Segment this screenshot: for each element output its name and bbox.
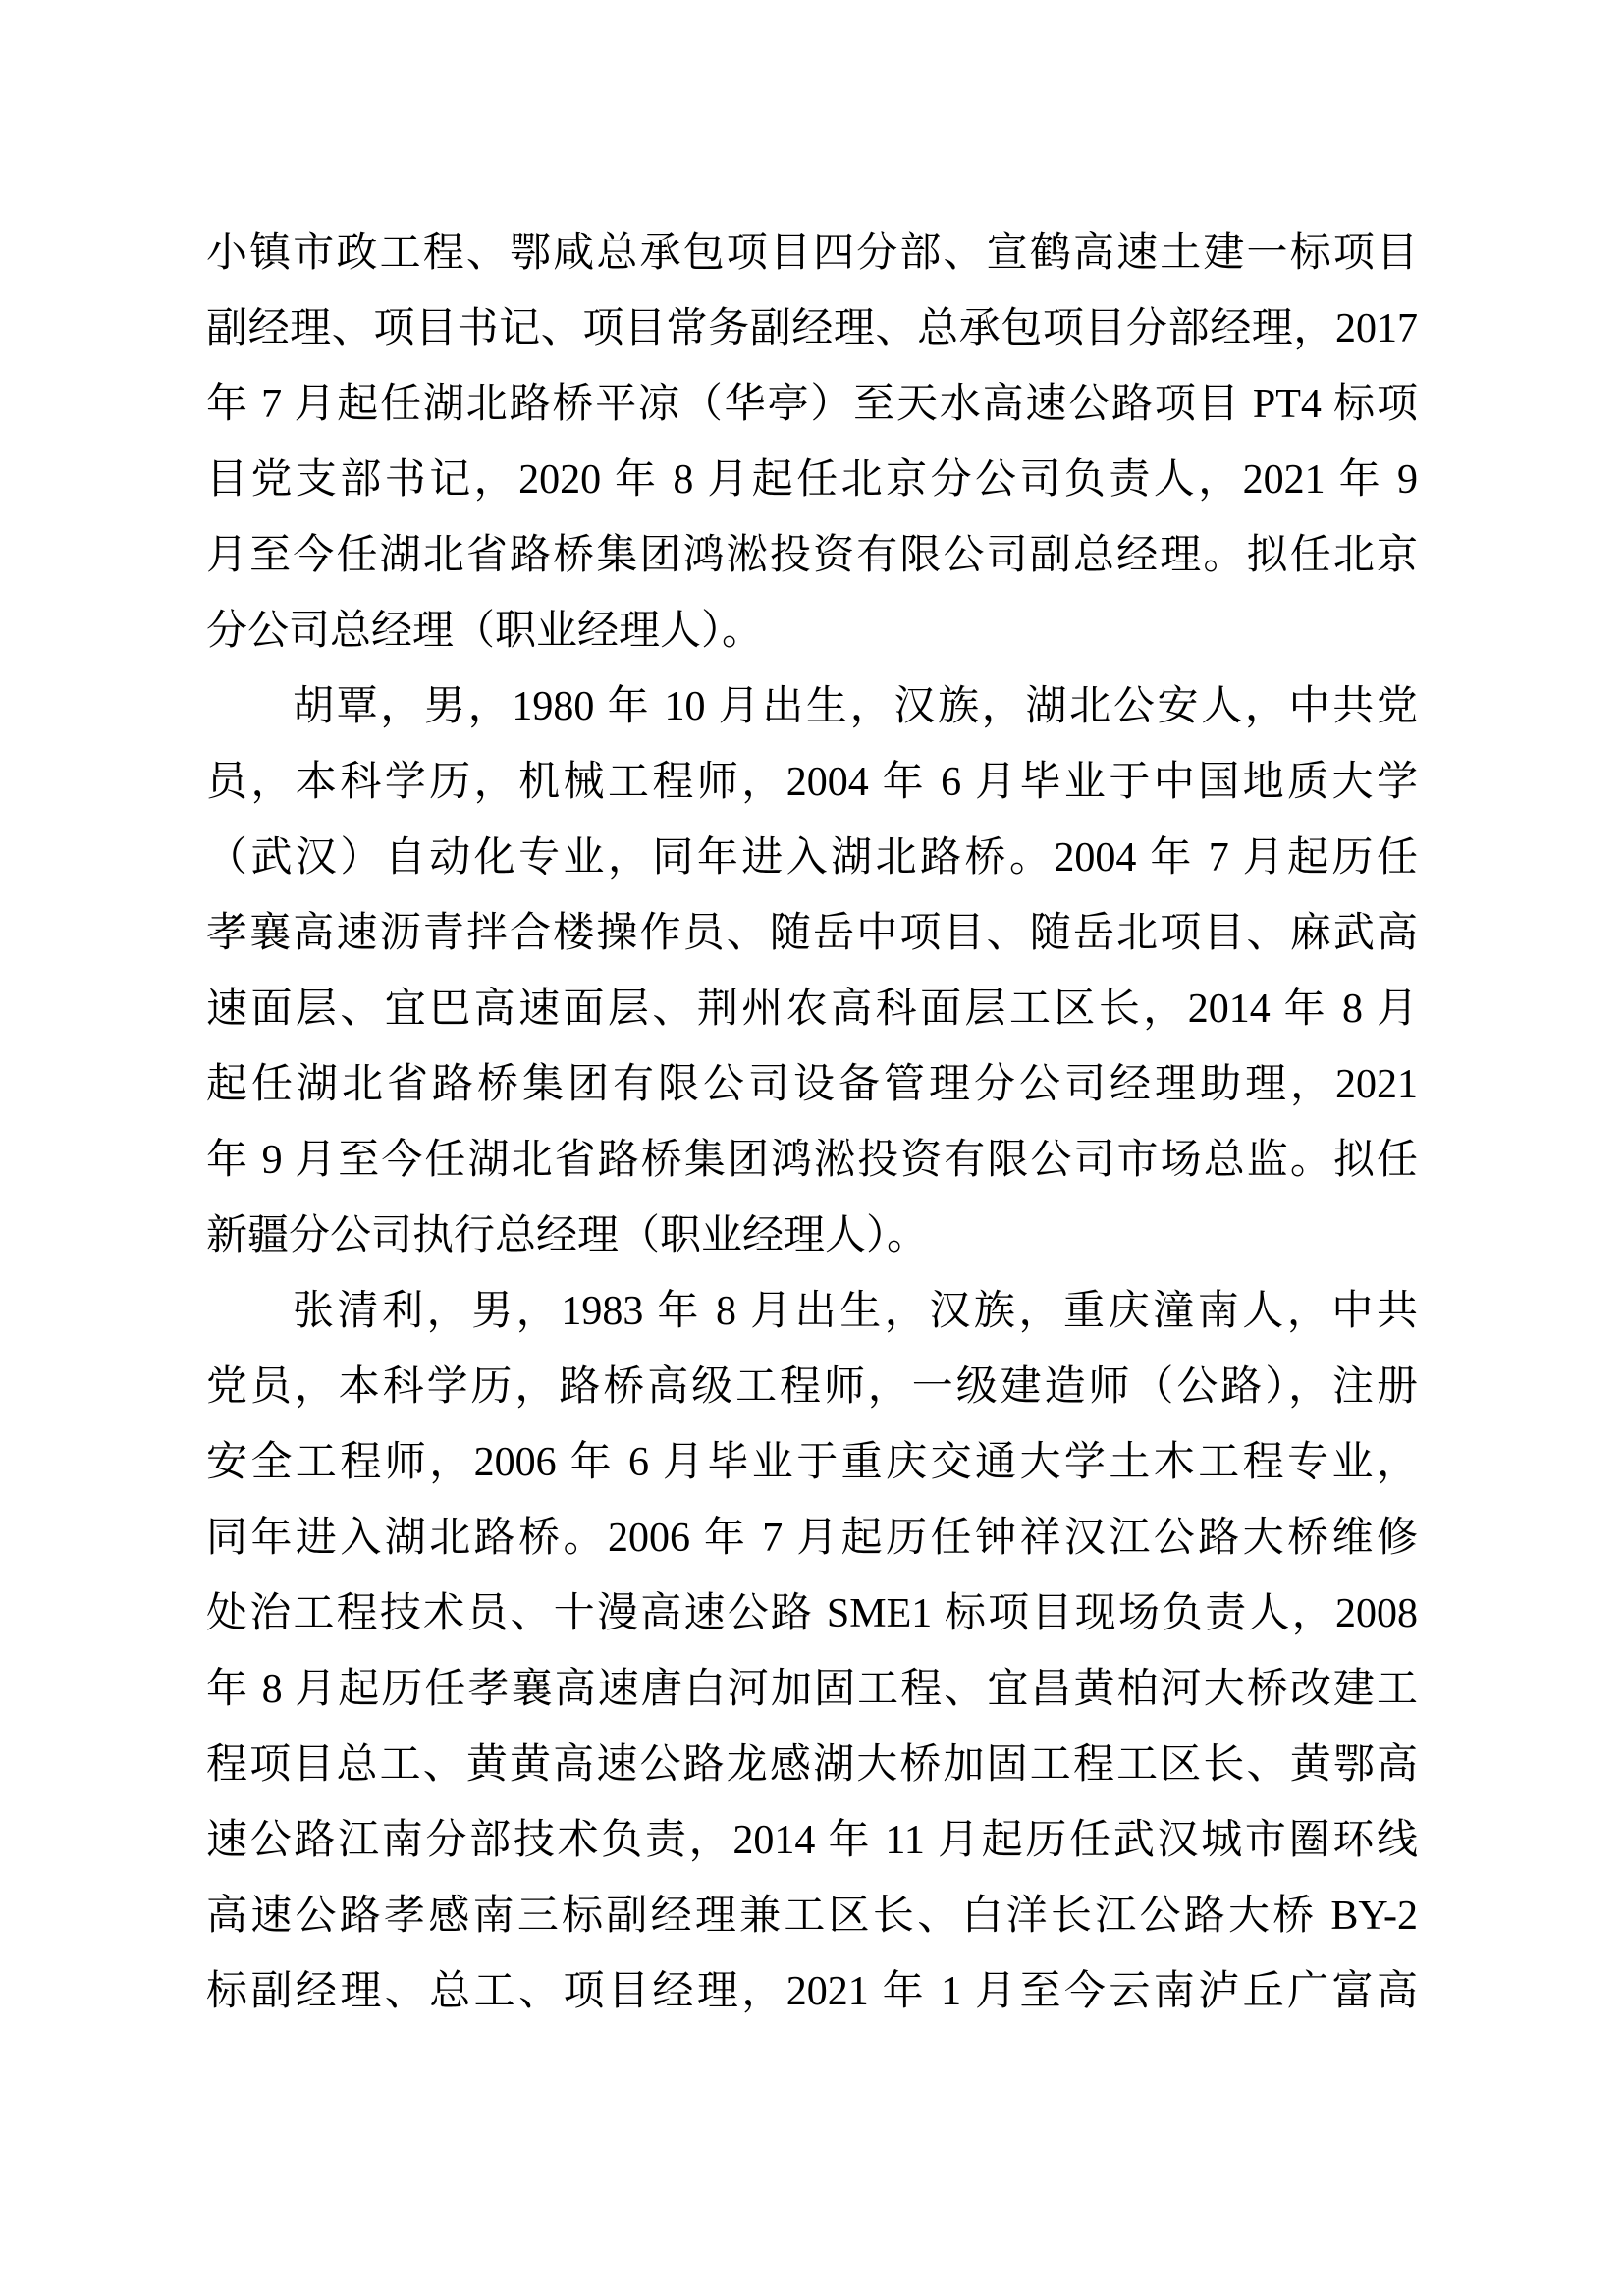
- text-line: 年 9 月至今任湖北省路桥集团鸿淞投资有限公司市场总监。拟任: [206, 1138, 1418, 1183]
- text-line: 速面层、宜巴高速面层、荆州农高科面层工区长，2014 年 8 月: [206, 987, 1418, 1032]
- text-line: 年 8 月起历任孝襄高速唐白河加固工程、宜昌黄柏河大桥改建工: [206, 1667, 1418, 1712]
- text-line: 同年进入湖北路桥。2006 年 7 月起历任钟祥汉江公路大桥维修: [206, 1516, 1418, 1561]
- text-line: 月至今任湖北省路桥集团鸿淞投资有限公司副总经理。拟任北京: [206, 533, 1418, 578]
- text-line: 安全工程师，2006 年 6 月毕业于重庆交通大学土木工程专业，: [206, 1440, 1418, 1485]
- document-text-block: [206, 216, 1418, 2030]
- text-line: 年 7 月起任湖北路桥平凉（华亭）至天水高速公路项目 PT4 标项: [206, 382, 1418, 427]
- text-line: 员，本科学历，机械工程师，2004 年 6 月毕业于中国地质大学: [206, 760, 1418, 805]
- text-line: 副经理、项目书记、项目常务副经理、总承包项目分部经理，2017: [206, 306, 1418, 351]
- text-line: 程项目总工、黄黄高速公路龙感湖大桥加固工程工区长、黄鄂高: [206, 1742, 1418, 1788]
- text-line: 标副经理、总工、项目经理，2021 年 1 月至今云南泸丘广富高: [206, 1969, 1418, 2014]
- text-line: 速公路江南分部技术负责，2014 年 11 月起历任武汉城市圈环线: [206, 1818, 1418, 1863]
- text-line: 起任湖北省路桥集团有限公司设备管理分公司经理助理，2021: [206, 1062, 1418, 1107]
- text-line: 处治工程技术员、十漫高速公路 SME1 标项目现场负责人，2008: [206, 1591, 1418, 1636]
- text-line: 新疆分公司执行总经理（职业经理人）。: [206, 1213, 929, 1258]
- text-line: 高速公路孝感南三标副经理兼工区长、白洋长江公路大桥 BY-2: [206, 1894, 1418, 1939]
- text-line: 党员，本科学历，路桥高级工程师，一级建造师（公路），注册: [206, 1364, 1418, 1410]
- text-line: 孝襄高速沥青拌合楼操作员、随岳中项目、随岳北项目、麻武高: [206, 911, 1418, 956]
- text-line: 小镇市政工程、鄂咸总承包项目四分部、宣鹤高速土建一标项目: [206, 231, 1418, 276]
- text-line: 分公司总经理（职业经理人）。: [206, 609, 764, 654]
- text-line: （武汉）自动化专业，同年进入湖北路桥。2004 年 7 月起历任: [206, 835, 1418, 881]
- text-line-paragraph-start: 胡覃，男，1980 年 10 月出生，汉族，湖北公安人，中共党: [293, 684, 1418, 729]
- text-line-paragraph-start: 张清利，男，1983 年 8 月出生，汉族，重庆潼南人，中共: [293, 1289, 1418, 1334]
- text-line: 目党支部书记，2020 年 8 月起任北京分公司负责人，2021 年 9: [206, 457, 1418, 503]
